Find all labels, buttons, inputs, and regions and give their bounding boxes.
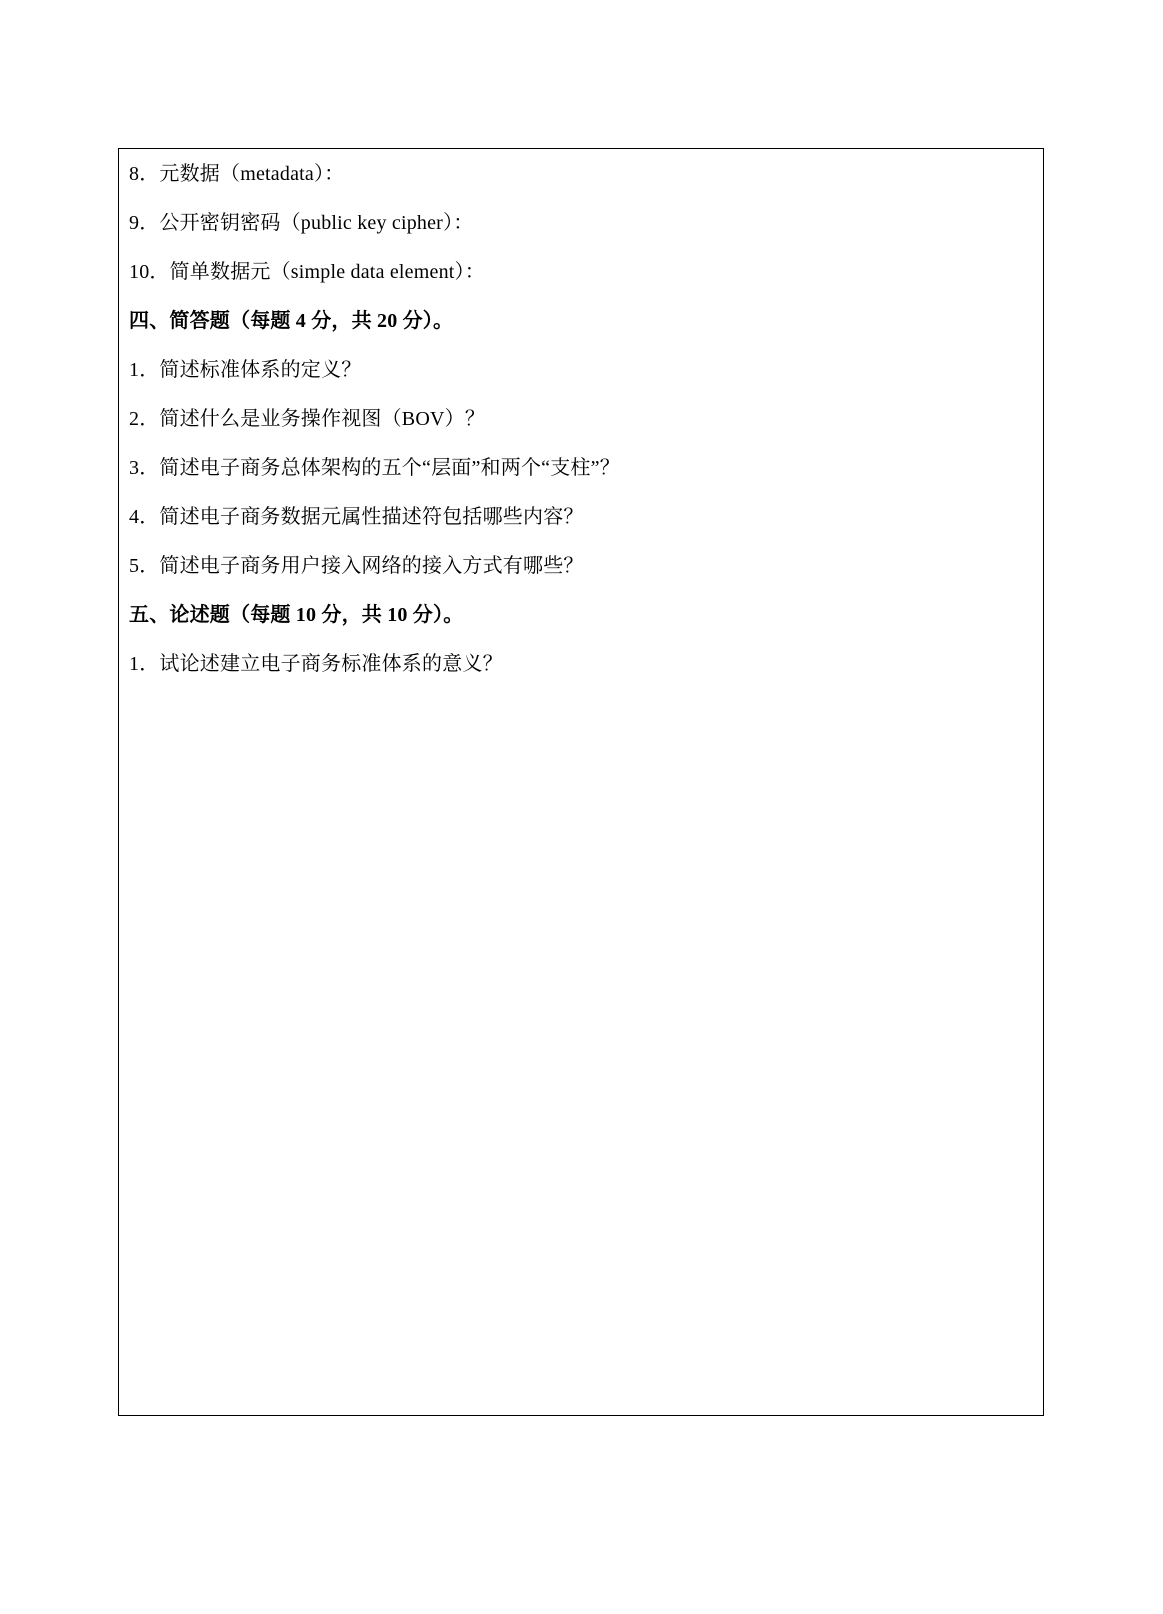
question-item: 1．简述标准体系的定义？: [129, 359, 362, 381]
question-item: 5．简述电子商务用户接入网络的接入方式有哪些？: [129, 555, 584, 577]
term-item: 8．元数据（metadata）：: [129, 163, 345, 185]
exam-answer-box: [118, 148, 1044, 1416]
term-item: 9．公开密钥密码（public key cipher）：: [129, 212, 474, 234]
term-item: 10．简单数据元（simple data element）：: [129, 261, 485, 283]
section-heading-essay: 五、论述题（每题 10 分，共 10 分）。: [129, 604, 464, 626]
question-item: 4．简述电子商务数据元属性描述符包括哪些内容？: [129, 506, 584, 528]
question-item: 2．简述什么是业务操作视图（BOV）？: [129, 408, 486, 430]
exam-content: [129, 159, 1033, 698]
section-heading-short-answer: 四、简答题（每题 4 分，共 20 分）。: [129, 310, 454, 332]
question-item: 3．简述电子商务总体架构的五个“层面”和两个“支柱”？: [129, 457, 620, 479]
question-item: 1．试论述建立电子商务标准体系的意义？: [129, 653, 503, 675]
